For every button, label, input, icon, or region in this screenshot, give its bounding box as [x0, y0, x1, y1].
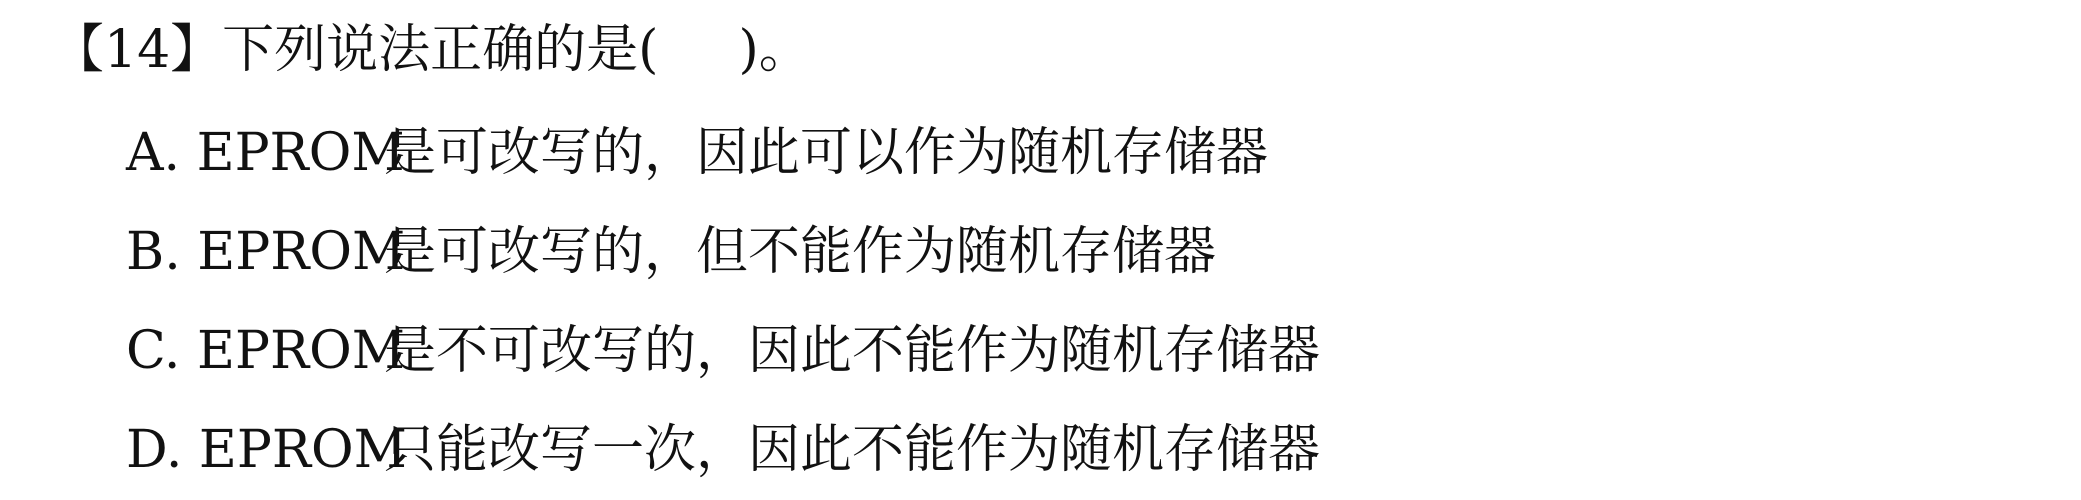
- option-text: 是可改写的，但不能作为随机存储器: [384, 222, 1217, 282]
- question-number: 【14】: [52, 20, 223, 80]
- question-text: 下列说法正确的是(: [222, 20, 659, 80]
- option-label: C. EPROM: [126, 321, 405, 381]
- option-label: A. EPROM: [126, 123, 405, 183]
- question-text-end: )。: [738, 20, 811, 80]
- option-text: 是不可改写的，因此不能作为随机存储器: [384, 321, 1321, 381]
- option-text: 只能改写一次，因此不能作为随机存储器: [384, 420, 1321, 480]
- option-label: B. EPROM: [126, 222, 406, 282]
- option-a: [126, 104, 1320, 203]
- option-d: [126, 401, 1320, 500]
- option-list: [126, 104, 1320, 500]
- option-b: [126, 203, 1320, 302]
- option-label: D. EPROM: [126, 420, 407, 480]
- option-text: 是可改写的，因此可以作为随机存储器: [384, 123, 1269, 183]
- option-c: [126, 302, 1320, 401]
- question-stem: [52, 10, 811, 90]
